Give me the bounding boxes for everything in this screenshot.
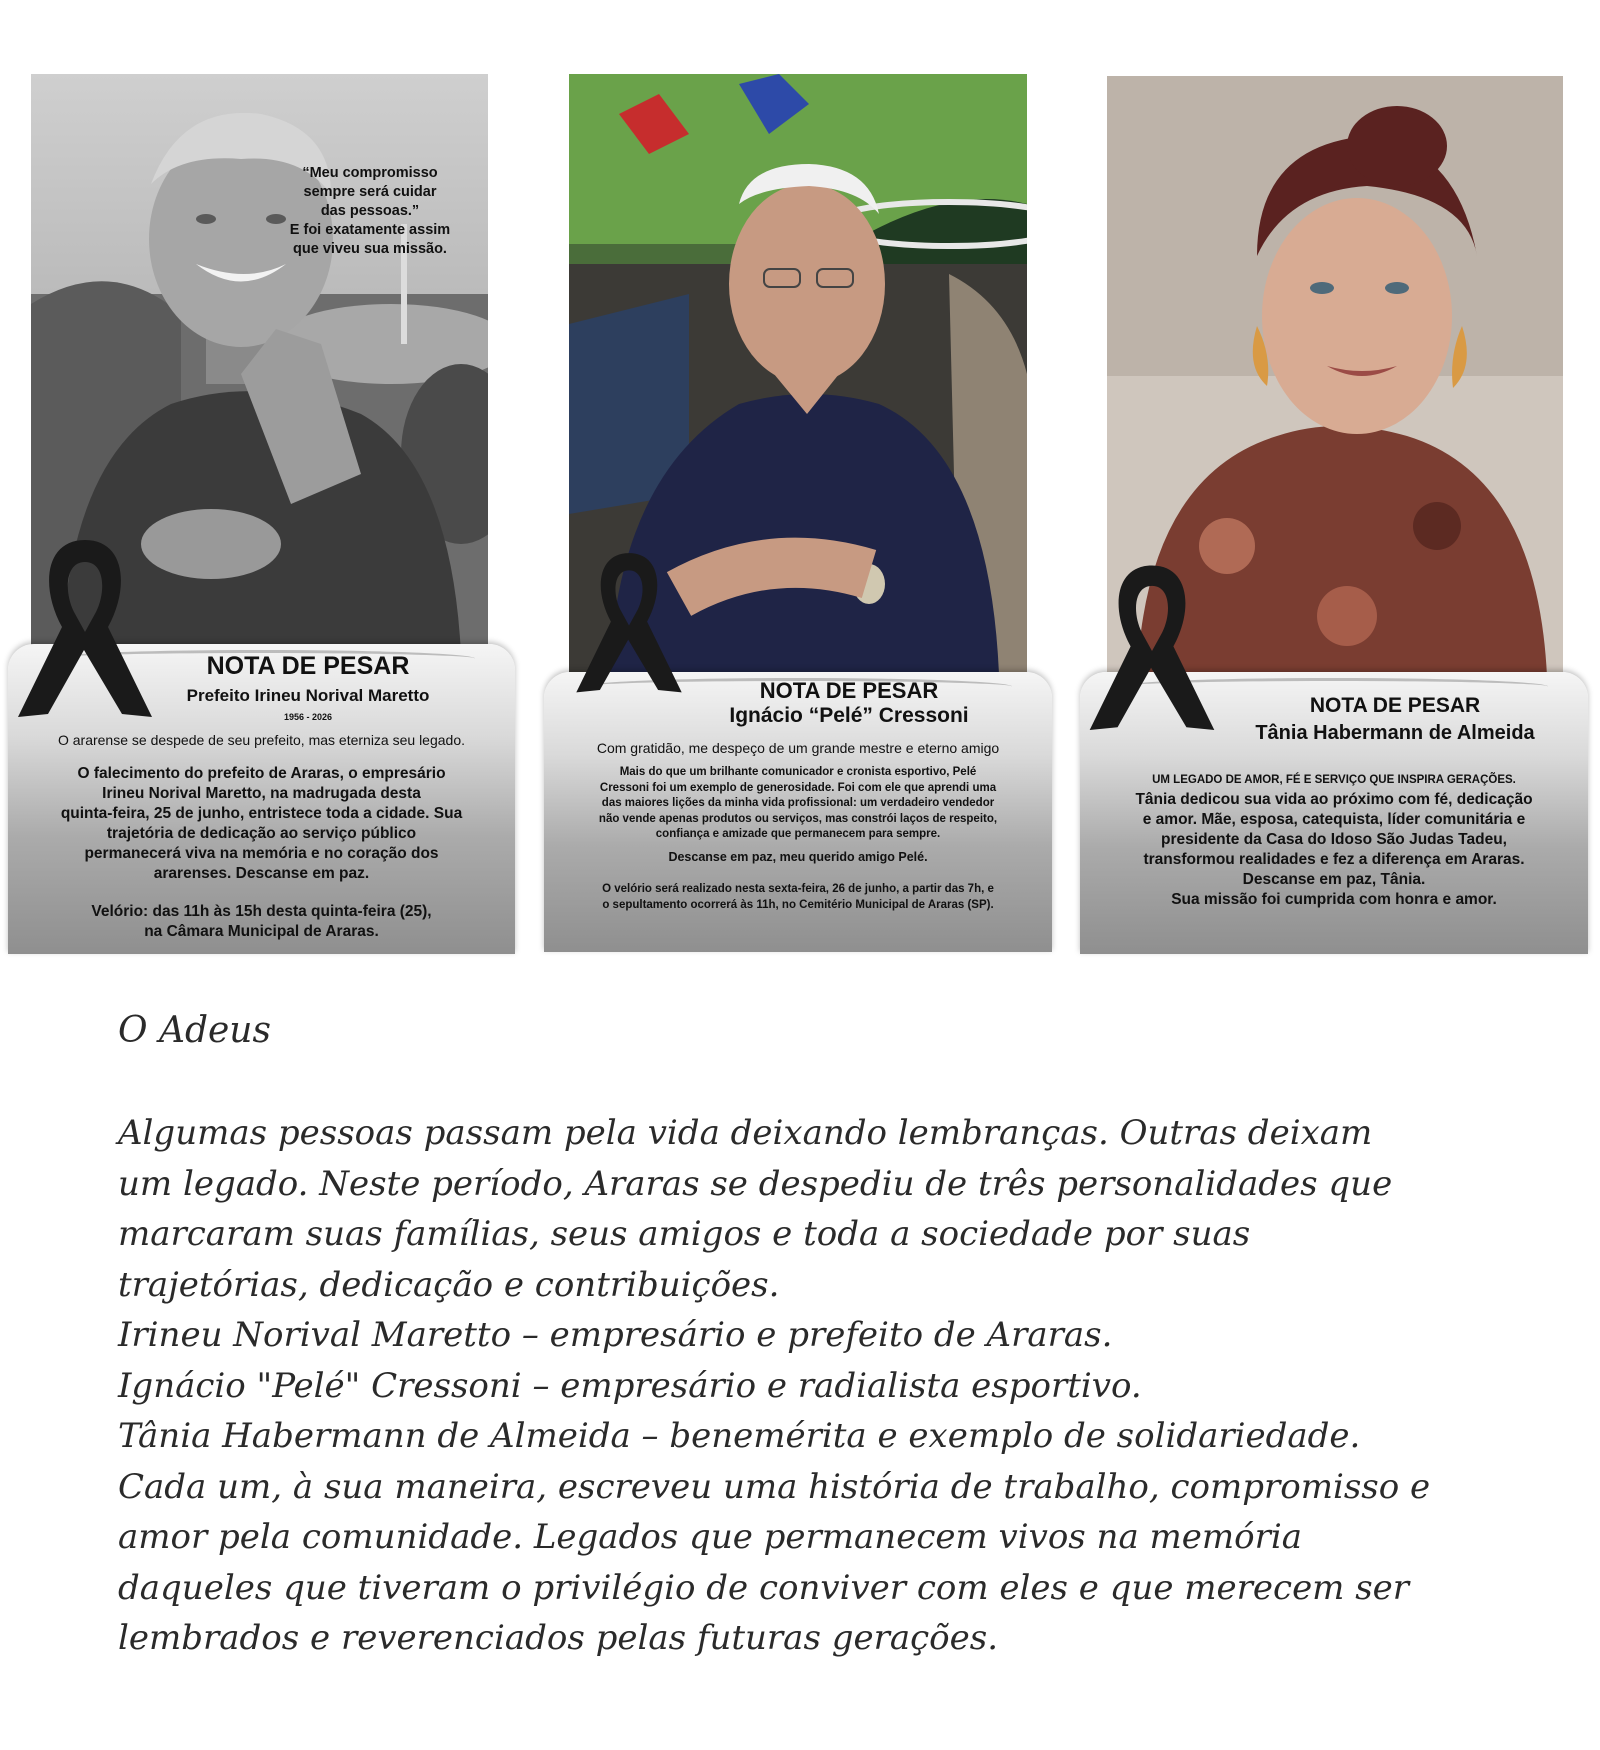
notice-body	[554, 765, 1042, 843]
life-dates: 1956 - 2026	[283, 712, 333, 722]
farewell-line: Descanse em paz, meu querido amigo Pelé.	[668, 850, 928, 864]
funeral-info	[554, 882, 1042, 913]
deceased-name: Tânia Habermann de Almeida	[1255, 722, 1535, 744]
body-line: das maiores lições da minha vida profissional: um verdadeiro vendedor	[601, 797, 995, 809]
wake-line: na Câmara Municipal de Araras.	[144, 923, 379, 940]
body-line: não vende apenas produtos ou serviços, mas constrói laços de respeito,	[598, 812, 998, 825]
body-line: Cressoni foi um exemplo de generosidade. Foi com ele que aprendi uma	[599, 781, 997, 794]
quote-line: “Meu compromisso	[302, 165, 438, 181]
notice-subtitle: Com gratidão, me despeço de um grande mestre e eterno amigo	[596, 740, 1000, 756]
essay-line: trajetórias, dedicação e contribuições.	[118, 1264, 780, 1305]
deceased-name: Prefeito Irineu Norival Maretto	[186, 686, 430, 705]
deceased-name: Ignácio “Pelé” Cressoni	[729, 704, 969, 727]
notice-heading: NOTA DE PESAR	[759, 678, 939, 703]
essay-line: Ignácio "Pelé" Cressoni – empresário e radialista esportivo.	[118, 1365, 1142, 1406]
funeral-line: o sepultamento ocorrerá às 11h, no Cemitério Municipal de Araras (SP).	[602, 898, 994, 911]
notice-subtitle: O ararense se despede de seu prefeito, mas eterniza seu legado.	[57, 732, 466, 748]
obituary-card-maretto	[8, 72, 515, 954]
wake-line: Velório: das 11h às 15h desta quinta-feira (25),	[91, 903, 432, 920]
notice-tagline: UM LEGADO DE AMOR, FÉ E SERVIÇO QUE INSPIRA GERAÇÕES.	[1152, 774, 1516, 786]
body-line: ararenses. Descanse em paz.	[153, 865, 370, 882]
obituary-card-almeida	[1080, 72, 1588, 954]
quote-line: que viveu sua missão.	[293, 241, 447, 257]
body-line: permanecerá viva na memória e no coração dos	[84, 845, 439, 862]
essay-line: Tânia Habermann de Almeida – benemérita e exemplo de solidariedade.	[118, 1416, 1361, 1456]
mourning-ribbon-icon	[570, 538, 688, 713]
essay-line: Algumas pessoas passam pela vida deixando lembranças. Outras deixam	[118, 1113, 1373, 1153]
essay-title: O Adeus	[118, 1010, 271, 1051]
body-line: transformou realidades e fez a diferença em Araras.	[1143, 851, 1525, 868]
quote-line: sempre será cuidar	[303, 184, 437, 200]
notice-heading: NOTA DE PESAR	[1309, 694, 1481, 717]
mourning-ribbon-icon	[1082, 558, 1222, 744]
essay-line: Irineu Norival Maretto – empresário e prefeito de Araras.	[118, 1315, 1113, 1355]
quote-line: das pessoas.”	[320, 203, 420, 219]
body-line: Tânia dedicou sua vida ao próximo com fé, dedicação	[1135, 791, 1533, 808]
essay-line: um legado. Neste período, Araras se despediu de três personalidades que	[118, 1163, 1393, 1204]
essay-line: marcaram suas famílias, seus amigos e toda a sociedade por suas	[118, 1214, 1251, 1254]
body-line: Mais do que um brilhante comunicador e cronista esportivo, Pelé	[619, 766, 977, 778]
mourning-ribbon-icon	[10, 532, 160, 732]
quote-line: E foi exatamente assim	[289, 222, 451, 238]
body-line: trajetória de dedicação ao serviço público	[106, 825, 417, 842]
essay-body	[118, 1108, 1538, 1664]
body-line: confiança e amizade que permanecem para sempre.	[655, 828, 941, 840]
body-line: Descanse em paz, Tânia.	[1242, 871, 1426, 888]
essay-line: lembrados e reverenciados pelas futuras gerações.	[118, 1618, 998, 1658]
essay-line: Cada um, à sua maneira, escreveu uma história de trabalho, compromisso e	[118, 1466, 1431, 1507]
body-line: presidente da Casa do Idoso São Judas Tadeu,	[1161, 831, 1507, 848]
body-line: Sua missão foi cumprida com honra e amor.	[1171, 891, 1497, 908]
essay-line: amor pela comunidade. Legados que permanecem vivos na memória	[118, 1517, 1302, 1557]
body-line: Irineu Norival Maretto, na madrugada desta	[102, 785, 421, 802]
body-line: e amor. Mãe, esposa, catequista, líder comunitária e	[1142, 811, 1526, 828]
notice-body	[18, 764, 505, 884]
obituary-card-cressoni	[544, 72, 1052, 952]
notice-heading: NOTA DE PESAR	[206, 652, 410, 680]
body-line: quinta-feira, 25 de junho, entristece toda a cidade. Sua	[60, 805, 463, 822]
wake-info	[18, 902, 505, 942]
body-line: O falecimento do prefeito de Araras, o empresário	[77, 765, 446, 782]
notice-body	[1090, 790, 1578, 910]
essay-line: daqueles que tiveram o privilégio de conviver com eles e que merecem ser	[118, 1567, 1410, 1608]
funeral-line: O velório será realizado nesta sexta-feira, 26 de junho, a partir das 7h, e	[602, 883, 994, 895]
portrait-quote	[260, 164, 480, 259]
